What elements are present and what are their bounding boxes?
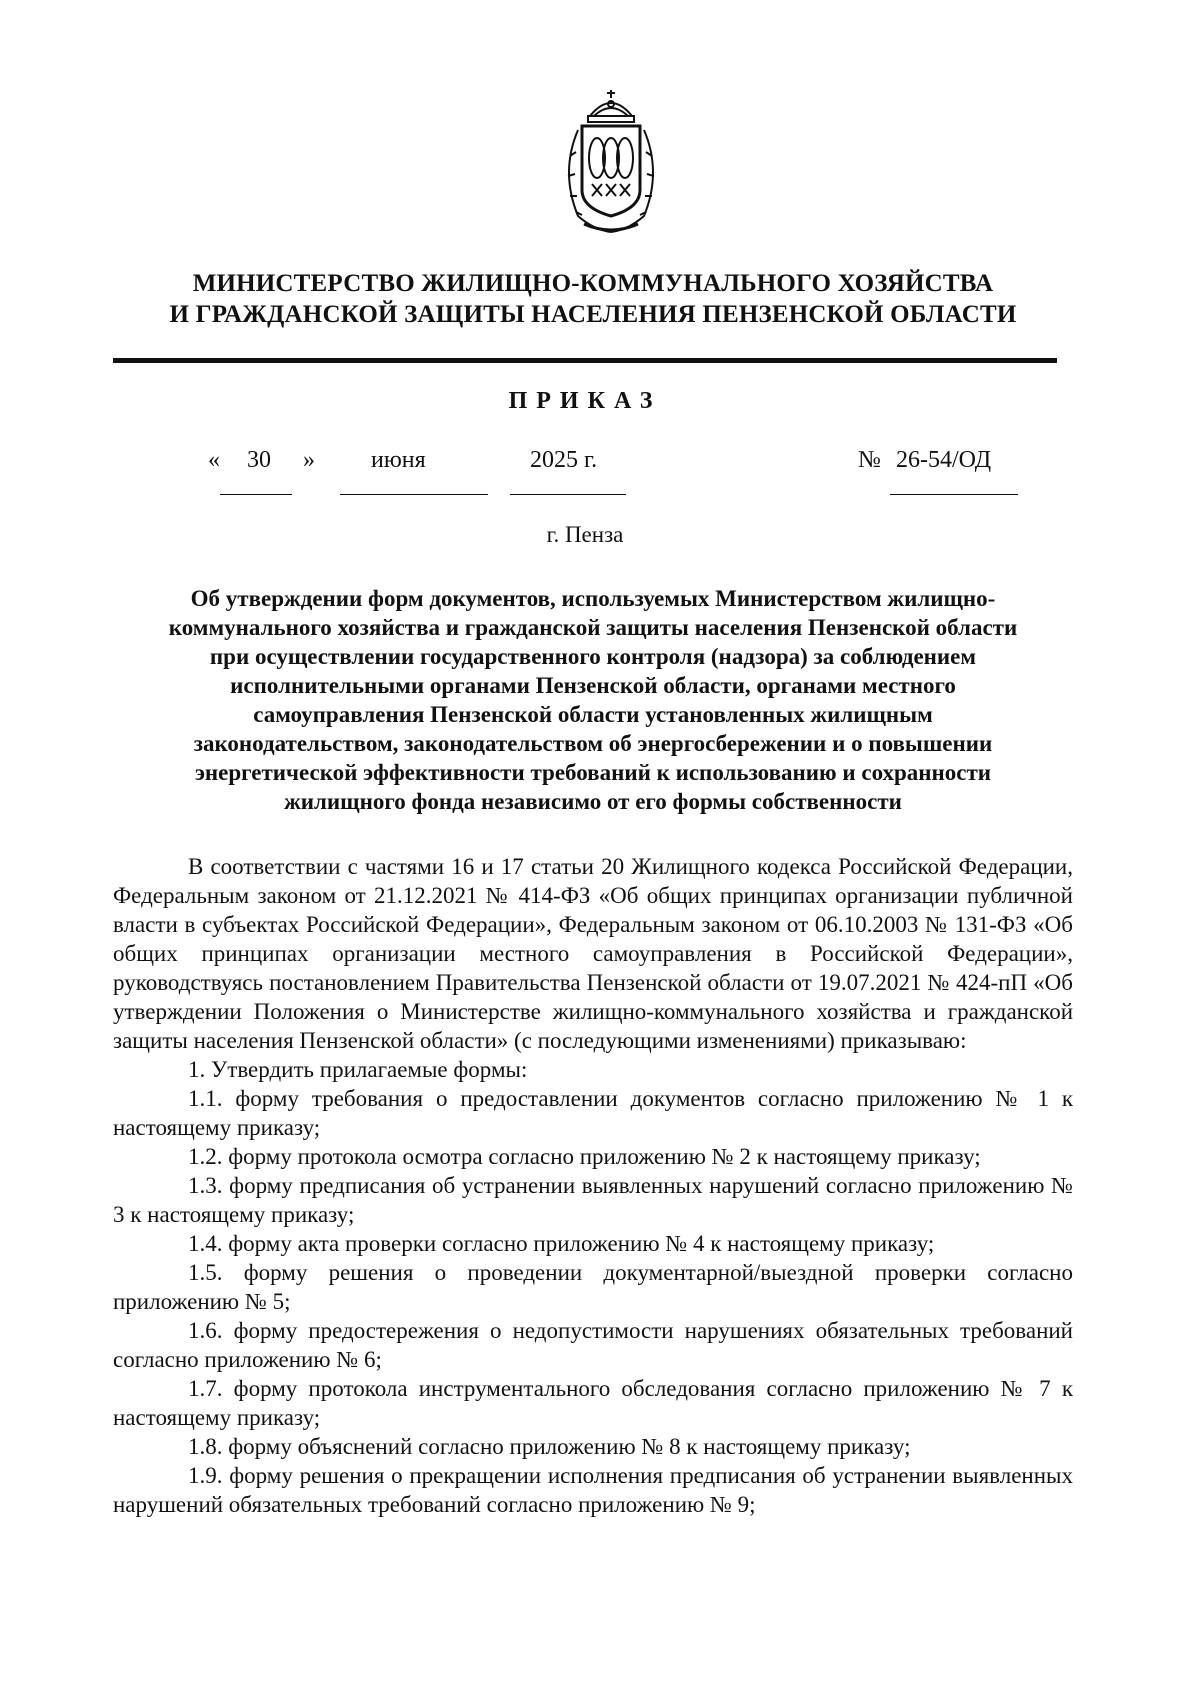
order-subject — [113, 584, 1073, 816]
clause-1-7: 1.7. форму протокола инструментального обследования согласно приложению № 7 к настоящему приказу; — [113, 1376, 1073, 1430]
date-month: июня — [371, 447, 426, 473]
clause-1: 1. Утвердить прилагаемые формы: — [188, 1057, 528, 1082]
date-day: 30 — [247, 447, 271, 473]
ministry-name-line-1: МИНИСТЕРСТВО ЖИЛИЩНО-КОММУНАЛЬНОГО ХОЗЯЙСТВА — [192, 270, 994, 297]
subject-line: исполнительными органами Пензенской области, органами местного — [230, 673, 956, 698]
city-name: г. Пенза — [546, 522, 624, 547]
subject-line: самоуправления Пензенской области установленных жилищным — [253, 702, 933, 727]
coat-of-arms-emblem — [554, 86, 668, 238]
year-underline — [510, 494, 626, 495]
subject-line: законодательством, законодательством об энергосбережении и о повышении — [193, 731, 993, 756]
subject-line: жилищного фонда независимо от его формы собственности — [284, 789, 902, 814]
clause-1-5: 1.5. форму решения о проведении документарной/выездной проверки согласно приложению № 5; — [113, 1260, 1073, 1314]
clause-1-8: 1.8. форму объяснений согласно приложению № 8 к настоящему приказу; — [188, 1434, 911, 1459]
month-underline — [340, 494, 488, 495]
ministry-name-line-2: И ГРАЖДАНСКОЙ ЗАЩИТЫ НАСЕЛЕНИЯ ПЕНЗЕНСКОЙ ОБЛАСТИ — [169, 301, 1017, 328]
date-quote-open: « — [208, 447, 220, 473]
clause-1-9: 1.9. форму решения о прекращении исполнения предписания об устранении выявленных нарушений обязательных требований согласно приложению № 9; — [113, 1463, 1073, 1517]
order-title: ПРИКАЗ — [508, 388, 662, 414]
day-underline — [220, 494, 292, 495]
order-body — [113, 852, 1073, 1519]
subject-line: коммунального хозяйства и гражданской защиты населения Пензенской области — [168, 615, 1018, 640]
ministry-name — [113, 268, 1073, 330]
subject-line: при осуществлении государственного контроля (надзора) за соблюдением — [209, 644, 977, 669]
preamble-paragraph: В соответствии с частями 16 и 17 статьи 20 Жилищного кодекса Российской Федерации, Федеральным законом от 21.12.2021 № 414-ФЗ «Об общих принципах организации публичной власти в субъектах Российской Федерации», Федеральным законом от 06.10.2003 № 131-ФЗ «Об общих принципах организации местного самоуправления в Российской Федерации», руководствуясь постановлением Правительства Пензенской области от 19.07.2021 № 424-пП «Об утверждении Положения о Министерстве жилищно-коммунального хозяйства и гражданской защиты населения Пензенской области» (с последующими изменениями) приказываю: — [113, 854, 1073, 1053]
number-underline — [890, 494, 1018, 495]
subject-line: энергетической эффективности требований к использованию и сохранности — [194, 760, 992, 785]
clause-1-1: 1.1. форму требования о предоставлении документов согласно приложению № 1 к настоящему приказу; — [113, 1086, 1073, 1140]
order-number-sign: № — [858, 447, 881, 473]
order-date-number-row — [0, 447, 1200, 507]
clause-1-6: 1.6. форму предостережения о недопустимости нарушениях обязательных требований согласно приложению № 6; — [113, 1318, 1073, 1372]
date-quote-close: » — [303, 447, 315, 473]
subject-line: Об утверждении форм документов, используемых Министерством жилищно- — [190, 586, 996, 611]
clause-1-3: 1.3. форму предписания об устранении выявленных нарушений согласно приложению № 3 к настоящему приказу; — [113, 1173, 1073, 1227]
order-number: 26-54/ОД — [896, 447, 992, 473]
clause-1-4: 1.4. форму акта проверки согласно приложению № 4 к настоящему приказу; — [188, 1231, 935, 1256]
header-divider — [113, 358, 1057, 363]
date-year: 2025 г. — [530, 447, 598, 473]
clause-1-2: 1.2. форму протокола осмотра согласно приложению № 2 к настоящему приказу; — [188, 1144, 981, 1169]
